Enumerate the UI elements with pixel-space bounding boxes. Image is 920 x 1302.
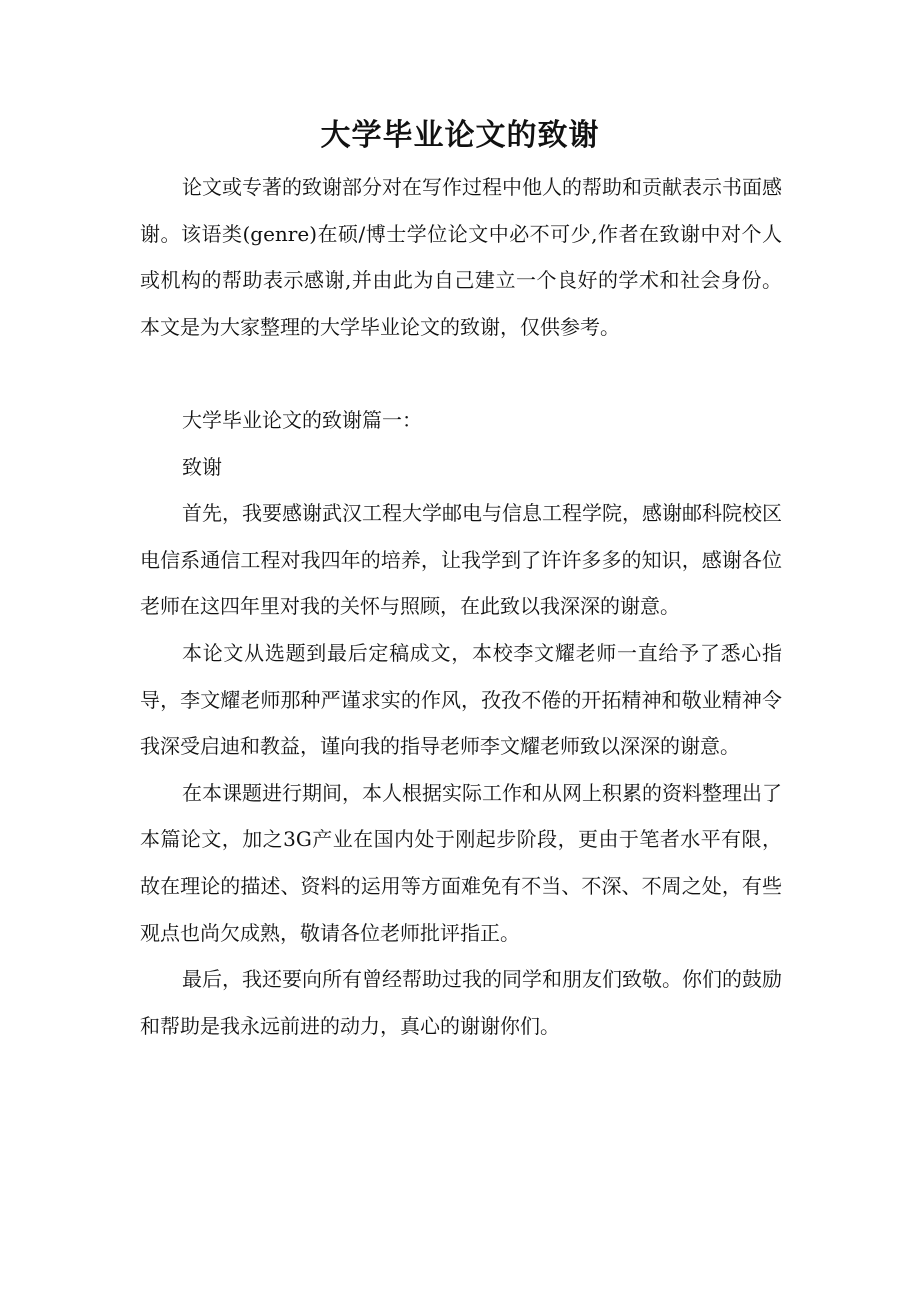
intro-paragraph: 论文或专著的致谢部分对在写作过程中他人的帮助和贡献表示书面感谢。该语类(genre)在硕/博士学位论文中必不可少,作者在致谢中对个人或机构的帮助表示感谢,并由此为自己建立一个良好的学术和社会身份。本文是为大家整理的大学毕业论文的致谢，仅供参考。	[140, 175, 782, 339]
blank-line	[140, 350, 782, 397]
body-paragraph: 首先，我要感谢武汉工程大学邮电与信息工程学院，感谢邮科院校区电信系通信工程对我四年的培养，让我学到了许许多多的知识，感谢各位老师在这四年里对我的关怀与照顾，在此致以我深深的谢意。	[140, 501, 782, 619]
document-title: 大学毕业论文的致谢	[320, 118, 600, 153]
document-body	[140, 164, 782, 1049]
body-paragraph: 在本课题进行期间，本人根据实际工作和从网上积累的资料整理出了本篇论文，加之3G产业在国内处于刚起步阶段，更由于笔者水平有限，故在理论的描述、资料的运用等方面难免有不当、不深、不周之处，有些观点也尚欠成熟，敬请各位老师批评指正。	[140, 780, 782, 945]
body-paragraph: 本论文从选题到最后定稿成文，本校李文耀老师一直给予了悉心指导，李文耀老师那种严谨求实的作风，孜孜不倦的开拓精神和敬业精神令我深受启迪和教益，谨向我的指导老师李文耀老师致以深深的谢意。	[140, 640, 782, 759]
body-paragraph: 最后，我还要向所有曾经帮助过我的同学和朋友们致敬。你们的鼓励和帮助是我永远前进的动力，真心的谢谢你们。	[140, 967, 782, 1038]
section-heading: 大学毕业论文的致谢篇一：	[182, 407, 422, 432]
acknowledgement-heading: 致谢	[182, 454, 222, 479]
